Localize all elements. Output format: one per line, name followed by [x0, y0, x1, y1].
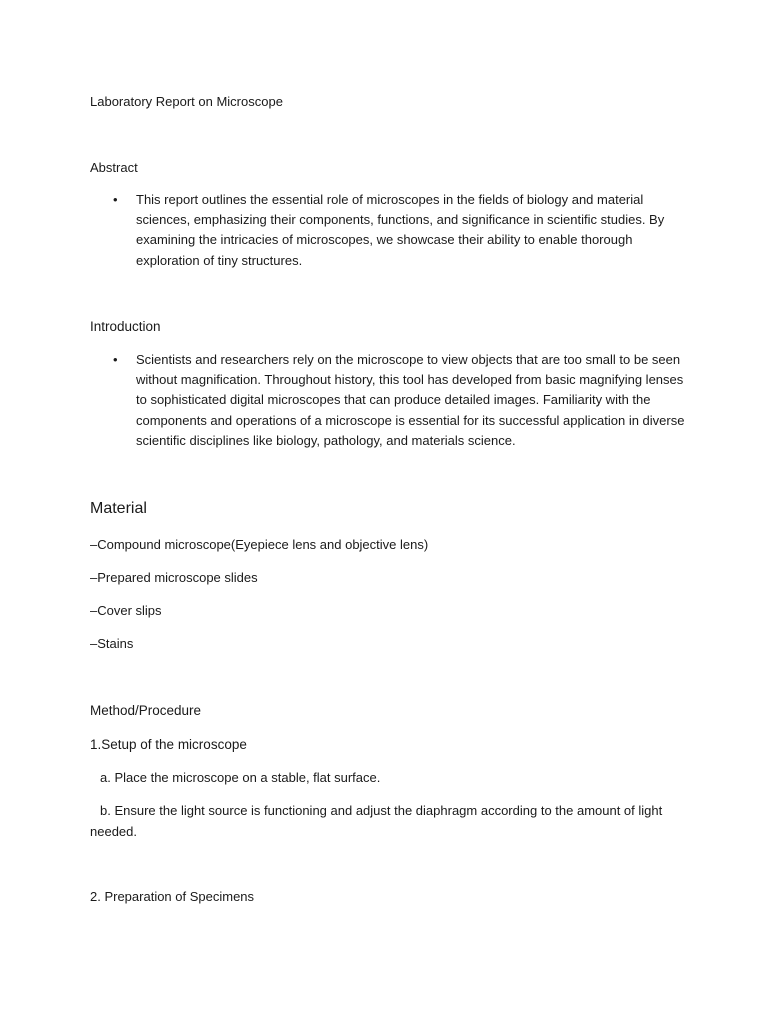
introduction-heading: Introduction — [90, 319, 161, 334]
material-item: –Compound microscope(Eyepiece lens and objective lens) — [90, 537, 429, 552]
bullet-icon: • — [113, 352, 118, 367]
material-item: –Cover slips — [90, 603, 162, 618]
material-item: –Prepared microscope slides — [90, 570, 258, 585]
step2-heading: 2. Preparation of Specimens — [90, 889, 255, 904]
step1-item-b: b. Ensure the light source is functioning and adjust the diaphragm according to the amount of light needed. — [90, 803, 663, 839]
step1-item-a: a. Place the microscope on a stable, flat surface. — [100, 770, 381, 785]
material-heading: Material — [90, 500, 147, 517]
abstract-heading: Abstract — [90, 160, 138, 175]
bullet-icon: • — [113, 192, 118, 207]
material-item: –Stains — [90, 636, 134, 651]
step1-heading: 1.Setup of the microscope — [90, 737, 247, 752]
document-title: Laboratory Report on Microscope — [90, 94, 283, 109]
introduction-text: Scientists and researchers rely on the microscope to view objects that are too small to be seen without magnification. Throughout history, this tool has developed from basic magnifying lenses to sophisticated digital microscopes that can produce detailed images. Familiarity with the components and operations of a microscope is essential for its successful application in diverse scientific disciplines like biology, pathology, and materials science. — [136, 352, 685, 448]
method-heading: Method/Procedure — [90, 703, 202, 718]
abstract-text: This report outlines the essential role of microscopes in the fields of biology and material sciences, emphasizing their components, functions, and significance in scientific studies. By examining the intricacies of microscopes, we showcase their ability to enable thorough exploration of tiny structures. — [136, 192, 665, 268]
